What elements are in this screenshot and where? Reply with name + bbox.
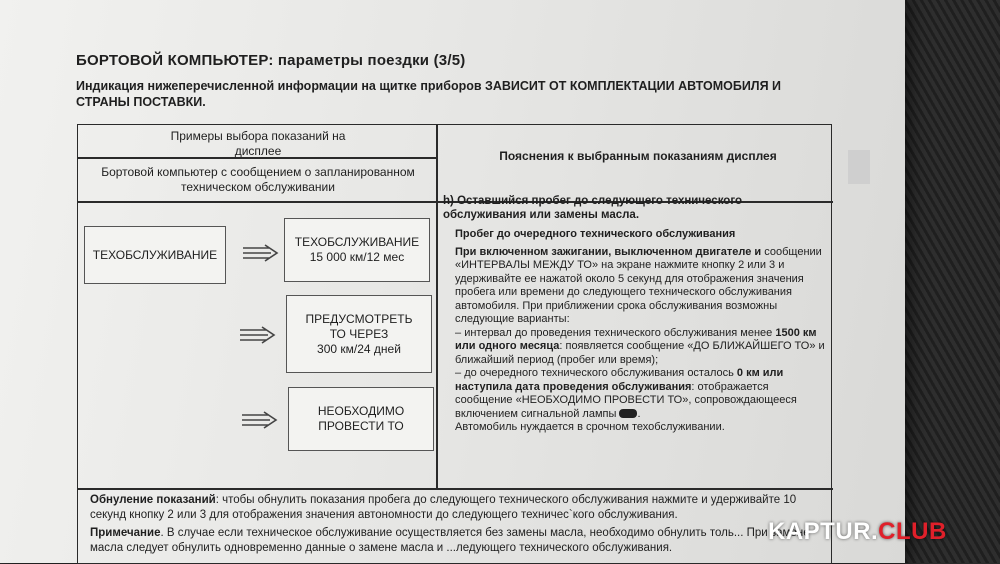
title-rest: параметры поездки (3/5) xyxy=(277,52,466,69)
kaptur-club-watermark xyxy=(768,518,947,546)
table-footer xyxy=(90,493,830,559)
subsection-title: Пробег до очередного технического обслуживания xyxy=(455,228,736,240)
desk-background xyxy=(905,0,1000,563)
li2-text-b: 0 км или наступила дата проведения обслуживания xyxy=(455,367,784,393)
item-h-label: h) xyxy=(443,195,454,207)
title-bold: БОРТОВОЙ КОМПЬЮТЕР: xyxy=(76,52,274,69)
explanation-column: h) Оставшийся пробег до следующего технического обслуживания или замены масла. Пробег до очередного технического обслуживания При включенном зажигании, выключенном двигателе и сообщении «ИНТЕРВАЛЫ МЕЖДУ ТО» на экране нажмите кнопку 2 или 3 и удерживайте ее нажатой около 5 секунд для отображения значения пробега или времени до следующего технического обслуживания автомобиля. При приближении срока обслуживания возможны следующие варианты: – интервал до проведения технического обслуживания менее 1500 км или одного месяца: появляется сообщение «ДО БЛИЖАЙШЕГО ТО» и ближайший период (пробег или время); – до очередного технического обслуживания осталось 0 км или наступила дата проведения обслуживания: отображается сообщение «НЕОБХОДИМО ПРОВЕСТИ ТО», сопровождающееся включением сигнальной лампы . Автомобиль нуждается в срочном техобслуживании. xyxy=(443,195,828,435)
display-service xyxy=(84,226,226,284)
col1-subheader: Бортовой компьютер с сообщением о запланированном техническом обслуживании xyxy=(101,165,415,194)
item-h-title: Оставшийся пробег до следующего технического обслуживания или замены масла. xyxy=(443,195,742,221)
intro-text: Индикация нижеперечисленной информации на щитке приборов ЗАВИСИТ ОТ КОМПЛЕКТАЦИИ АВТОМОБИЛЯ И СТРАНЫ ПОСТАВКИ. xyxy=(76,79,782,109)
display-need-title2: ПРОВЕСТИ ТО xyxy=(318,419,404,433)
note-text: . В случае если техническое обслуживание осуществляется без замены масла, необходимо обнулить толь... При замене масла следует обнулить одновременно данные о замене масла и ...ледующего технического обслуживания. xyxy=(90,527,810,554)
col1-header: Примеры выбора показаний на дисплее xyxy=(170,129,346,158)
watermark-part2: CLUB xyxy=(878,518,947,545)
reset-text: : чтобы обнулить показания пробега до следующего технического обслуживания нажмите и удерживайте 10 секунд кнопку 2 или 3 для отображения значения автономности до следующего техничес`кого обслуживания. xyxy=(90,494,797,521)
li1-text-a: интервал до проведения технического обслуживания менее xyxy=(464,326,773,339)
display-plan-service xyxy=(286,295,432,373)
display-plan-title2: ТО ЧЕРЕЗ xyxy=(329,326,389,341)
wrench-warning-lamp-icon xyxy=(619,409,637,418)
note-label: Примечание xyxy=(90,527,161,539)
display-service-value: 15 000 км/12 мес xyxy=(309,250,405,264)
display-plan-title1: ПРЕДУСМОТРЕТЬ xyxy=(305,311,413,326)
page-tab-marker xyxy=(848,150,870,184)
display-need-title1: НЕОБХОДИМО xyxy=(317,404,405,418)
table-bottom-divider xyxy=(78,488,833,490)
info-table xyxy=(77,124,832,564)
p1-bold: При включенном зажигании, выключенном двигателе и xyxy=(455,245,762,258)
display-service-required xyxy=(288,387,434,451)
li2-text-c: : отображается сообщение «НЕОБХОДИМО ПРОВЕСТИ ТО», сопровождающееся включением сигнальной лампы xyxy=(455,380,797,420)
arrow-icon xyxy=(240,410,280,430)
display-service-text: ТЕХОБСЛУЖИВАНИЕ xyxy=(92,247,218,262)
watermark-part1: KAPTUR. xyxy=(768,518,879,545)
display-plan-value: 300 км/24 дней xyxy=(317,341,401,356)
p1-text: сообщении «ИНТЕРВАЛЫ МЕЖДУ ТО» на экране нажмите кнопку 2 или 3 и удерживайте ее нажатой около 5 секунд для отображения значения пробега или времени до следующего технического обслуживания автомобиля. При приближении срока обслуживания возможны следующие варианты: xyxy=(455,245,822,325)
display-service-title: ТЕХОБСЛУЖИВАНИЕ xyxy=(294,235,420,249)
reset-label: Обнуление показаний xyxy=(90,494,216,506)
p2-text: Автомобиль нуждается в срочном техобслуживании. xyxy=(455,421,725,433)
arrow-icon xyxy=(241,243,281,263)
page-title xyxy=(76,52,465,69)
display-service-interval xyxy=(284,218,430,282)
col2-header: Пояснения к выбранным показаниям дисплея xyxy=(499,149,777,163)
column-divider xyxy=(436,125,438,488)
arrow-icon xyxy=(238,325,278,345)
li1-text-b: 1500 км или одного месяца xyxy=(455,326,817,352)
li1-text-c: : появляется сообщение «ДО БЛИЖАЙШЕГО ТО» и ближайший период (пробег или время); xyxy=(455,340,825,366)
li2-text-a: до очередного технического обслуживания осталось xyxy=(464,367,734,379)
